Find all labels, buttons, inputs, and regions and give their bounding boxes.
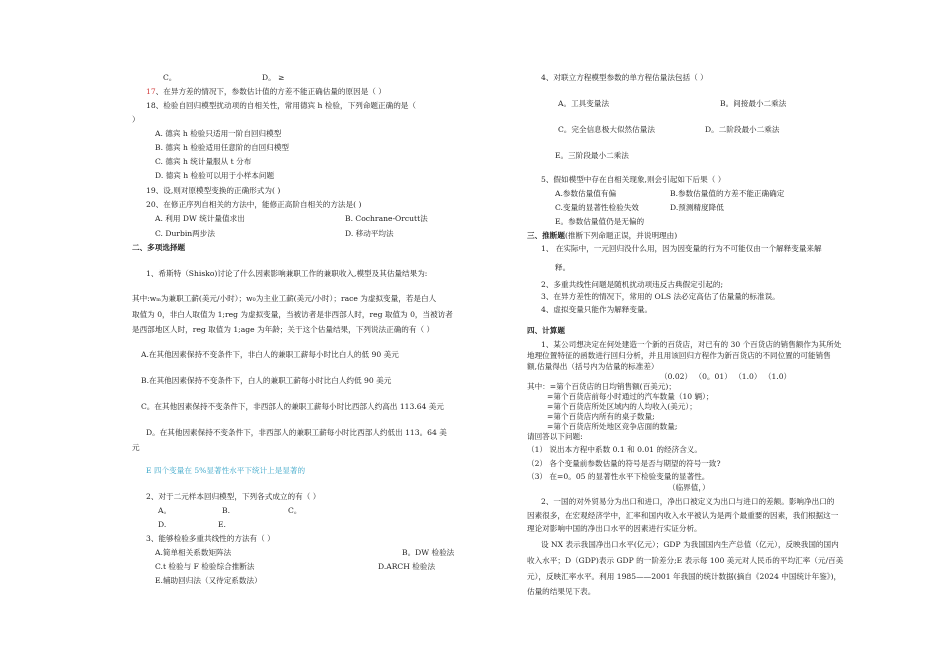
mcq-4-stem: 4、对联立方程模型参数的单方程估量法包括（ ） — [541, 73, 708, 82]
calc-2-line-1: 2、一国的对外贸易分为出口和进口，净出口被定义为出口与进口的差额。影响净出口的 — [541, 497, 835, 506]
mcq-1-option-e: E 四个变量在 5%显著性水平下统计上是显著的 — [146, 466, 306, 475]
calc-2-line-5: 收入水平；D（GDP)表示 GDP 的一阶差分;E 表示每 100 美元对人民币的平均汇率（元/百美 — [527, 556, 844, 565]
question-18: 18、检验自回归模型扰动项的自相关性，常用德宾 h 检验，下列命题正确的是（ — [146, 101, 416, 110]
judgement-1-line-1: 1、 在实际中，一元回归没什么用，因为因变量的行为不可能仅由一个解释变量来解 — [541, 244, 822, 253]
calc-1-definition-1: =第个百货店前每小时通过的汽车数量（10 辆）； — [547, 392, 714, 401]
mcq-1-definition-2: 取值为 0，非白人取值为 1;reg 为虚拟变量，当被访者是非西部人时，reg 取值为 0，当被访者 — [132, 310, 453, 319]
question-17 — [146, 87, 386, 97]
mcq-1-definition-1: 其中:wₘ为兼职工薪(美元/小时）；w₀为主业工薪(美元/小时）；race 为虚拟变量，若是白人 — [132, 294, 437, 303]
mcq-4-option-d: D。二阶段最小二乘法 — [705, 125, 780, 134]
question-18-option-b: B. 德宾 h 检验适用任意阶的自回归模型 — [155, 143, 290, 152]
calc-1-line-3: 额,估量得出（括号内为估量的标准差） — [527, 362, 659, 371]
mcq-2-stem: 2、对于二元样本回归模型，下列各式成立的有（ ） — [146, 492, 321, 501]
mcq-4-option-b: B。间接最小二乘法 — [720, 99, 787, 108]
question-18-close: ） — [132, 115, 140, 124]
mcq-1-option-d-line-2: 元 — [132, 443, 140, 452]
calc-1-line-2: 地理位置特征的函数进行回归分析，并且用该回归方程作为新百货店的不同位置的可能销售 — [527, 351, 831, 360]
mcq-3-option-a: A.简单相关系数矩阵法 — [155, 548, 232, 557]
mcq-1-option-c: C。在其他因素保持不变条件下，非西部人的兼职工薪每小时比西部人约高出 113.64 美元 — [141, 402, 444, 411]
mcq-3-option-b: B。DW 检验法 — [402, 548, 455, 557]
mcq-5-option-a: A.参数估量值有偏 — [555, 189, 617, 198]
calc-1-question-2: （2） 各个变量前参数估量的符号是否与期望的符号一致? — [527, 459, 721, 468]
mcq-2-option-c: C。 — [288, 506, 302, 515]
mcq-5-option-c: C.变量的显著性检验失效 — [555, 203, 639, 212]
mcq-3-option-d: D.ARCH 检验法 — [378, 562, 436, 571]
calc-1-critical-values: （临界值，） — [668, 483, 710, 492]
judgement-2: 2、多重共线性问题是随机扰动项违反古典假定引起的; — [541, 280, 724, 289]
question-19: 19、设,则对原模型变换的正确形式为( ) — [146, 186, 281, 195]
judgement-4: 4、虚拟变量只能作为解释变量。 — [541, 305, 653, 314]
mcq-5-option-d: D.预测精度降低 — [670, 203, 724, 212]
mcq-1-option-a: A.在其他因素保持不变条件下，非白人的兼职工薪每小时比白人的低 90 美元 — [141, 350, 399, 359]
section-4-heading: 四、计算题 — [527, 326, 565, 335]
mcq-3-stem: 3、能够检验多重共线性的方法有（ ） — [146, 534, 275, 543]
judgement-3: 3、在异方差性的情况下，常用的 OLS 法必定高估了估量量的标准误。 — [541, 292, 780, 301]
calc-2-line-2: 因素很多，在宏观经济学中，汇率和国内收入水平被认为是两个最重要的因素，我们根据这一 — [527, 511, 839, 520]
mcq-2-option-e: E. — [218, 520, 226, 529]
calc-2-line-6: 元），反映汇率水平。利用 1985——2001 年我国的统计数据(摘自《2024 中国统计年鉴》)， — [527, 572, 842, 581]
mcq-4-option-c: C。完全信息极大似然估量法 — [558, 125, 655, 134]
calc-1-definition-2: =第个百货店所处区域内的人均收入(美元）； — [547, 402, 697, 411]
calc-1-where: 其中：=第个百货店的日均销售额(百美元)； — [527, 382, 676, 391]
calc-1-question-3: （3） 在=0。05 的显著性水平下检验变量的显著性。 — [527, 472, 710, 481]
mcq-4-option-a: A。工具变量法 — [558, 99, 610, 108]
question-20: 20、在修正序列自相关的方法中，能修正高阶自相关的方法是( ) — [146, 200, 362, 209]
mcq-5-option-b: B.参数估量值的方差不能正确确定 — [670, 189, 785, 198]
mcq-1-option-d-line-1: D。在其他因素保持不变条件下，非西部人的兼职工薪每小时比西部人约低出 113。64 美 — [146, 428, 447, 437]
question-17-text: 、在异方差的情况下，参数估计值的方差不能正确估量的原因是（ ） — [155, 87, 386, 96]
question-20-option-c: C. Durbin两步法 — [155, 229, 215, 238]
question-18-option-c: C. 德宾 h 统计量服从 t 分布 — [155, 157, 252, 166]
question-17-number: 17 — [146, 87, 156, 96]
mcq-2-option-d: D. — [158, 520, 167, 529]
calc-1-prompt: 请回答以下问题: — [527, 432, 583, 441]
calc-1-line-1: 1、某公司想决定在何处建造一个新的百货店，对已有的 30 个百货店的销售额作为其所处 — [541, 340, 842, 349]
calc-1-question-1: （1） 说出本方程中系数 0.1 和 0.01 的经济含义。 — [527, 445, 702, 454]
mcq-2-option-b: B. — [222, 506, 230, 515]
calc-1-definition-4: =第个百货店所处地区竞争店面的数量; — [547, 422, 678, 431]
calc-1-standard-errors: （0.02） （0。01） （1.0） （1.0） — [660, 372, 792, 381]
mcq-4-option-e: E。三阶段最小二乘法 — [555, 151, 629, 160]
section-3-heading — [527, 231, 677, 241]
question-20-option-d: D. 移动平均法 — [345, 229, 394, 238]
mcq-5-option-e: E。参数估量值仍是无偏的 — [555, 217, 645, 226]
mcq-1-stem: 1、希斯特（Shisko)讨论了什么因素影响兼职工作的兼职收入,模型及其估量结果为: — [146, 269, 428, 278]
section-3-note: (推断下列命题正误，并说明理由) — [564, 231, 678, 240]
q16-option-d: D。 ≥ — [262, 73, 285, 82]
question-20-option-a: A. 利用 DW 统计量值求出 — [155, 214, 245, 223]
calc-1-definition-3: =第个百货店内所有的桌子数量; — [547, 412, 655, 421]
section-3-title: 三、推断题 — [527, 231, 565, 240]
q16-option-c: C。 — [163, 73, 177, 82]
mcq-1-option-b: B.在其他因素保持不变条件下，白人的兼职工薪每小时比白人约低 90 美元 — [141, 376, 392, 385]
mcq-1-definition-3: 是西部地区人时，reg 取值为 1;age 为年龄；关于这个估量结果，下列说法正确的有（ ） — [132, 325, 435, 334]
mcq-5-stem: 5、假如模型中存在自相关现象,则会引起如下后果（ ） — [541, 175, 726, 184]
question-18-option-a: A. 德宾 h 检验只适用一阶自回归模型 — [155, 129, 282, 138]
calc-2-line-3: 理论对影响中国的净出口水平的因素进行实证分析。 — [527, 524, 702, 533]
question-18-option-d: D. 德宾 h 检验可以用于小样本问题 — [155, 171, 275, 180]
calc-2-line-4: 设 NX 表示我国净出口水平(亿元）；GDP 为我国国内生产总值（亿元），反映我国的国内 — [541, 540, 839, 549]
section-2-heading: 二、多项选择题 — [132, 243, 186, 252]
mcq-3-option-c: C.t 检验与 F 检验综合推断法 — [155, 562, 255, 571]
mcq-2-option-a: A。 — [158, 506, 172, 515]
question-20-option-b: B. Cochrane-Orcutt法 — [345, 214, 428, 223]
mcq-3-option-e: E.辅助回归法（又待定系数法） — [155, 576, 262, 585]
calc-2-line-7: 估量的结果见下表。 — [527, 587, 596, 596]
judgement-1-line-2: 释。 — [555, 263, 571, 272]
